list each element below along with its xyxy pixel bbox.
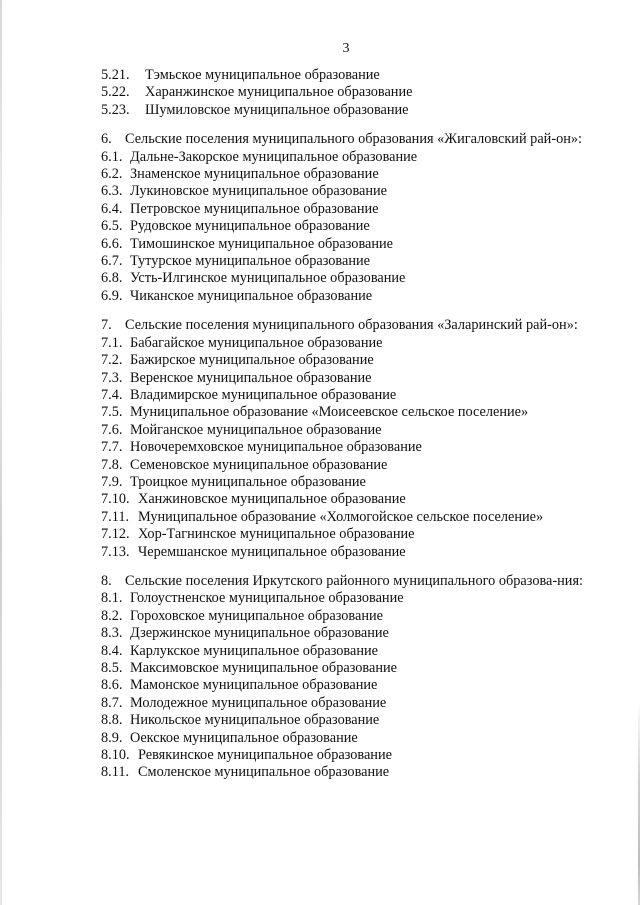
item-text: Тэмьское муниципальное образование <box>145 67 380 83</box>
section-8 <box>101 573 595 782</box>
item-text: Дзержинское муниципальное образование <box>130 625 389 642</box>
item-number: 6.4. <box>101 200 123 217</box>
list-item <box>101 352 595 369</box>
section-heading <box>101 317 595 334</box>
item-number: 5.22. <box>101 84 130 101</box>
list-item <box>101 102 595 119</box>
item-number: 8.5. <box>101 660 123 676</box>
list-item <box>101 183 595 200</box>
heading-text: Сельские поселения Иркутского районного муниципального образова-ния: <box>125 572 583 589</box>
item-number: 8.10. <box>101 747 130 764</box>
list-item <box>101 166 595 183</box>
item-text: Новочеремховское муниципальное образование <box>130 439 422 456</box>
list-item <box>101 288 595 305</box>
item-number: 6.5. <box>101 218 123 235</box>
item-number: 7.2. <box>101 352 123 369</box>
list-item <box>101 253 595 270</box>
item-text: Оекское муниципальное образование <box>130 729 358 746</box>
list-item <box>101 544 595 561</box>
item-number: 6.2. <box>101 166 123 183</box>
document-body <box>101 67 595 782</box>
list-item <box>101 509 595 526</box>
list-item <box>101 439 595 456</box>
heading-text: Сельские поселения муниципального образования «Жигаловский рай-он»: <box>125 131 583 148</box>
list-item <box>101 201 595 218</box>
item-number: 7.9. <box>101 473 123 490</box>
item-text: Троицкое муниципальное образование <box>130 473 366 490</box>
page-number: 3 <box>342 41 350 56</box>
item-number: 8.2. <box>101 607 123 624</box>
item-text: Лукиновское муниципальное образование <box>130 183 388 200</box>
item-number: 7.8. <box>101 456 123 473</box>
item-number: 6.6. <box>101 235 123 252</box>
list-item <box>101 590 595 607</box>
item-text: Семеновское муниципальное образование <box>130 456 388 473</box>
item-text: Харанжинское муниципальное образование <box>145 84 413 101</box>
item-text: Черемшанское муниципальное образование <box>138 543 406 560</box>
item-number: 5.23. <box>101 101 130 118</box>
item-number: 8.9. <box>101 729 123 746</box>
item-text: Карлукское муниципальное образование <box>130 642 378 659</box>
list-item <box>101 474 595 491</box>
list-item <box>101 677 595 694</box>
list-item <box>101 608 595 625</box>
list-item <box>101 695 595 712</box>
item-number: 8.4. <box>101 642 123 659</box>
item-number: 8.1. <box>101 590 123 607</box>
item-text: Шумиловское муниципальное образование <box>145 101 409 118</box>
list-item <box>101 747 595 764</box>
heading-number: 7. <box>101 317 112 334</box>
list-item <box>101 712 595 729</box>
item-text: Максимовское муниципальное образование <box>130 660 397 676</box>
item-number: 6.1. <box>101 148 123 165</box>
section-5-continued <box>101 67 595 119</box>
item-text: Веренское муниципальное образование <box>130 369 372 386</box>
item-text: Смоленское муниципальное образование <box>138 764 390 781</box>
item-text: Усть-Илгинское муниципальное образование <box>130 270 406 287</box>
item-number: 8.11. <box>101 764 130 781</box>
section-heading <box>101 131 595 148</box>
list-item <box>101 67 595 84</box>
item-number: 7.13. <box>101 543 130 560</box>
section-heading <box>101 573 595 590</box>
item-text: Муниципальное образование «Моисеевское сельское поселение» <box>130 404 529 421</box>
item-number: 7.4. <box>101 386 123 403</box>
scan-edge-left <box>0 0 2 905</box>
item-text: Ханжиновское муниципальное образование <box>138 491 406 508</box>
section-7 <box>101 317 595 561</box>
list-item <box>101 730 595 747</box>
list-item <box>101 660 595 677</box>
item-number: 7.12. <box>101 526 130 543</box>
item-number: 7.3. <box>101 369 123 386</box>
item-text: Муниципальное образование «Холмогойское сельское поселение» <box>138 508 544 525</box>
item-text: Гороховское муниципальное образование <box>130 607 383 624</box>
heading-number: 8. <box>101 572 112 589</box>
item-number: 7.6. <box>101 421 123 438</box>
heading-text: Сельские поселения муниципального образования «Заларинский рай-он»: <box>125 317 578 334</box>
list-item <box>101 491 595 508</box>
item-text: Бажирское муниципальное образование <box>130 352 374 369</box>
list-item <box>101 218 595 235</box>
list-item <box>101 370 595 387</box>
item-text: Дальне-Закорское муниципальное образование <box>130 148 418 165</box>
item-number: 7.11. <box>101 508 130 525</box>
item-number: 7.1. <box>101 334 123 351</box>
item-text: Бабагайское муниципальное образование <box>130 334 383 351</box>
item-text: Голоустненское муниципальное образование <box>130 590 404 607</box>
item-number: 8.6. <box>101 677 123 694</box>
list-item <box>101 84 595 101</box>
item-number: 7.7. <box>101 439 123 456</box>
list-item <box>101 387 595 404</box>
list-item <box>101 457 595 474</box>
item-number: 6.7. <box>101 253 123 270</box>
list-item <box>101 625 595 642</box>
item-number: 5.21. <box>101 67 130 83</box>
heading-number: 6. <box>101 131 112 148</box>
item-number: 8.8. <box>101 712 123 729</box>
section-6 <box>101 131 595 305</box>
item-number: 8.7. <box>101 694 123 711</box>
item-text: Тимошинское муниципальное образование <box>130 235 393 252</box>
item-number: 6.9. <box>101 287 123 304</box>
list-item <box>101 764 595 781</box>
list-item <box>101 643 595 660</box>
list-item <box>101 270 595 287</box>
item-number: 7.5. <box>101 404 123 421</box>
item-text: Тутурское муниципальное образование <box>130 253 370 270</box>
item-text: Владимирское муниципальное образование <box>130 386 397 403</box>
item-text: Чиканское муниципальное образование <box>130 287 373 304</box>
item-text: Мамонское муниципальное образование <box>130 677 378 694</box>
item-text: Ревякинское муниципальное образование <box>138 747 392 764</box>
item-text: Рудовское муниципальное образование <box>130 218 370 235</box>
list-item <box>101 422 595 439</box>
list-item <box>101 526 595 543</box>
item-number: 7.10. <box>101 491 130 508</box>
list-item <box>101 404 595 421</box>
item-text: Молодежное муниципальное образование <box>130 694 387 711</box>
item-text: Мойганское муниципальное образование <box>130 421 382 438</box>
item-text: Знаменское муниципальное образование <box>130 166 379 183</box>
item-text: Никольское муниципальное образование <box>130 712 380 729</box>
list-item <box>101 335 595 352</box>
item-number: 6.3. <box>101 183 123 200</box>
item-text: Петровское муниципальное образование <box>130 200 379 217</box>
item-number: 8.3. <box>101 625 123 642</box>
list-item <box>101 149 595 166</box>
list-item <box>101 236 595 253</box>
item-text: Хор-Тагнинское муниципальное образование <box>138 526 415 543</box>
item-number: 6.8. <box>101 270 123 287</box>
